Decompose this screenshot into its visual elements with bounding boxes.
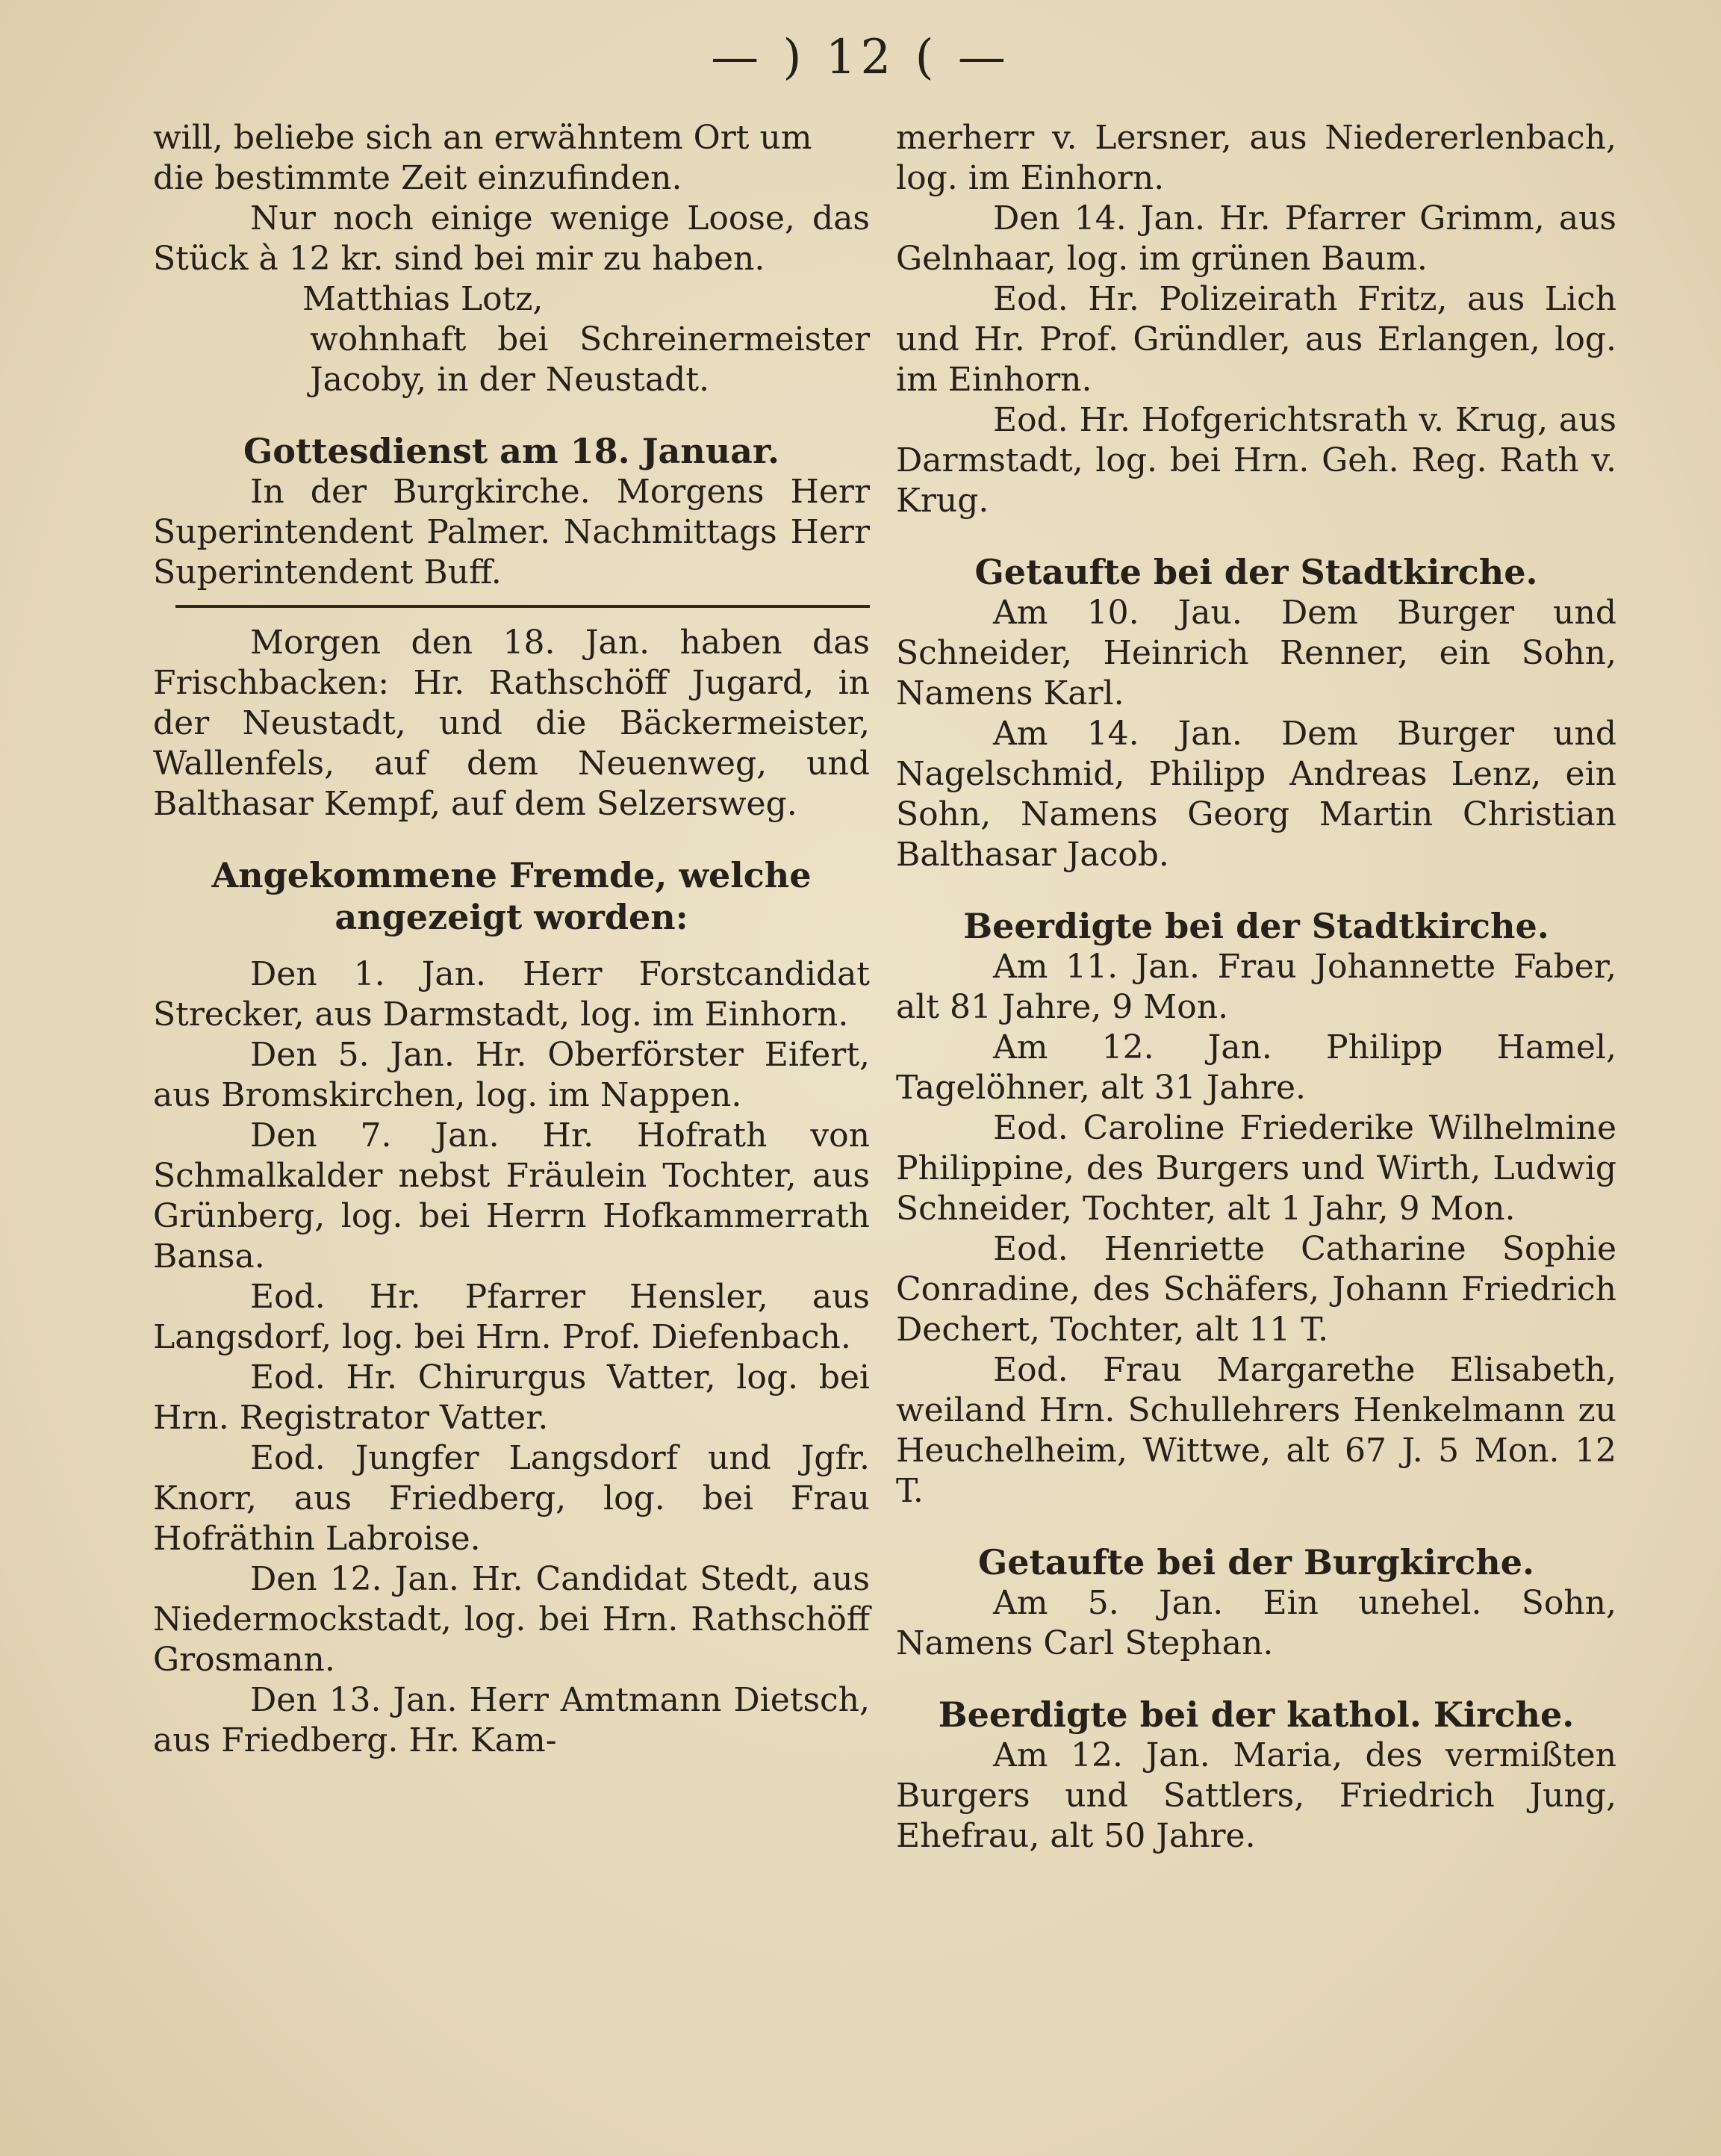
intro-line-2: die bestimmte Zeit einzufinden.	[153, 159, 682, 197]
arrival-entry: Eod. Hr. Polizeirath Fritz, aus Lich und Hr. Prof. Gründler, aus Erlangen, log. im Einhorn.	[896, 280, 1616, 399]
signature-name: Matthias Lotz,	[302, 280, 544, 318]
arrival-entry: Eod. Hr. Pfarrer Hensler, aus Langsdorf, log. bei Hrn. Prof. Diefenbach.	[153, 1278, 870, 1356]
right-column	[896, 118, 1616, 1857]
baptized-stadtkirche-heading: Getaufte bei der Stadtkirche.	[974, 552, 1538, 592]
intro-line-1: will, beliebe sich an erwähntem Ort um	[153, 119, 812, 157]
baptism-entry: Am 14. Jan. Dem Burger und Nagelschmid, Philipp Andreas Lenz, ein Sohn, Namens Georg Martin Christian Balthasar Jacob.	[896, 715, 1616, 874]
bakers-notice: Morgen den 18. Jan. haben das Frischbacken: Hr. Rathschöff Jugard, in der Neustadt, und die Bäckermeister, Wallenfels, auf dem Neuenweg, und Balthasar Kempf, auf dem Selzersweg.	[153, 624, 870, 823]
burial-entry: Eod. Caroline Friederike Wilhelmine Philippine, des Burgers und Wirth, Ludwig Schneider, Tochter, alt 1 Jahr, 9 Mon.	[896, 1109, 1616, 1228]
page-number: — ) 12 ( —	[711, 30, 1010, 85]
signature-address: wohnhaft bei Schreinermeister Jacoby, in der Neustadt.	[310, 320, 870, 399]
arrival-entry: Den 7. Jan. Hr. Hofrath von Schmalkalder nebst Fräulein Tochter, aus Grünberg, log. bei Herrn Hofkammerrath Bansa.	[153, 1116, 870, 1276]
baptism-entry: Am 5. Jan. Ein unehel. Sohn, Namens Carl Stephan.	[896, 1584, 1616, 1662]
lottery-notice: Nur noch einige wenige Loose, das Stück à 12 kr. sind bei mir zu haben.	[153, 199, 870, 278]
arrival-entry: Den 14. Jan. Hr. Pfarrer Grimm, aus Gelnhaar, log. im grünen Baum.	[896, 199, 1616, 278]
arrival-entry: Den 5. Jan. Hr. Oberförster Eifert, aus Bromskirchen, log. im Nappen.	[153, 1036, 870, 1114]
burial-entry: Eod. Frau Margarethe Elisabeth, weiland Hrn. Schullehrers Henkelmann zu Heuchelheim, Wittwe, alt 67 J. 5 Mon. 12 T.	[896, 1351, 1616, 1510]
buried-kathol-heading: Beerdigte bei der kathol. Kirche.	[938, 1694, 1575, 1735]
baptized-burgkirche-heading: Getaufte bei der Burgkirche.	[977, 1542, 1534, 1582]
arrival-entry: Eod. Hr. Chirurgus Vatter, log. bei Hrn. Registrator Vatter.	[153, 1358, 870, 1437]
arrival-entry: Den 13. Jan. Herr Amtmann Dietsch, aus Friedberg. Hr. Kam-	[153, 1681, 870, 1759]
baptism-entry: Am 10. Jau. Dem Burger und Schneider, Heinrich Renner, ein Sohn, Namens Karl.	[896, 594, 1616, 712]
arrival-entry: Eod. Hr. Hofgerichtsrath v. Krug, aus Darmstadt, log. bei Hrn. Geh. Reg. Rath v. Krug.	[896, 401, 1616, 520]
burial-entry: Am 12. Jan. Maria, des vermißten Burgers und Sattlers, Friedrich Jung, Ehefrau, alt 50 Jahre.	[896, 1736, 1616, 1855]
service-heading: Gottesdienst am 18. Januar.	[243, 431, 779, 471]
service-text: In der Burgkirche. Morgens Herr Superintendent Palmer. Nachmittags Herr Superintendent Buff.	[153, 473, 870, 591]
buried-stadtkirche-heading: Beerdigte bei der Stadtkirche.	[963, 906, 1549, 946]
arrival-entry: Eod. Jungfer Langsdorf und Jgfr. Knorr, aus Friedberg, log. bei Frau Hofräthin Labroise.	[153, 1439, 870, 1558]
arrival-entry: Den 12. Jan. Hr. Candidat Stedt, aus Niedermockstadt, log. bei Hrn. Rathschöff Grosmann.	[153, 1560, 870, 1679]
arrival-entry: merherr v. Lersner, aus Niedererlenbach, log. im Einhorn.	[896, 119, 1616, 197]
left-column	[153, 118, 870, 1761]
arrival-entry: Den 1. Jan. Herr Forstcandidat Strecker, aus Darmstadt, log. im Einhorn.	[153, 955, 870, 1034]
section-divider	[175, 605, 870, 608]
arrivals-heading: Angekommene Fremde, welche angezeigt worden:	[211, 855, 812, 937]
burial-entry: Am 12. Jan. Philipp Hamel, Tagelöhner, alt 31 Jahre.	[896, 1028, 1616, 1107]
burial-entry: Eod. Henriette Catharine Sophie Conradine, des Schäfers, Johann Friedrich Dechert, Tochter, alt 11 T.	[896, 1230, 1616, 1349]
burial-entry: Am 11. Jan. Frau Johannette Faber, alt 81 Jahre, 9 Mon.	[896, 948, 1616, 1026]
